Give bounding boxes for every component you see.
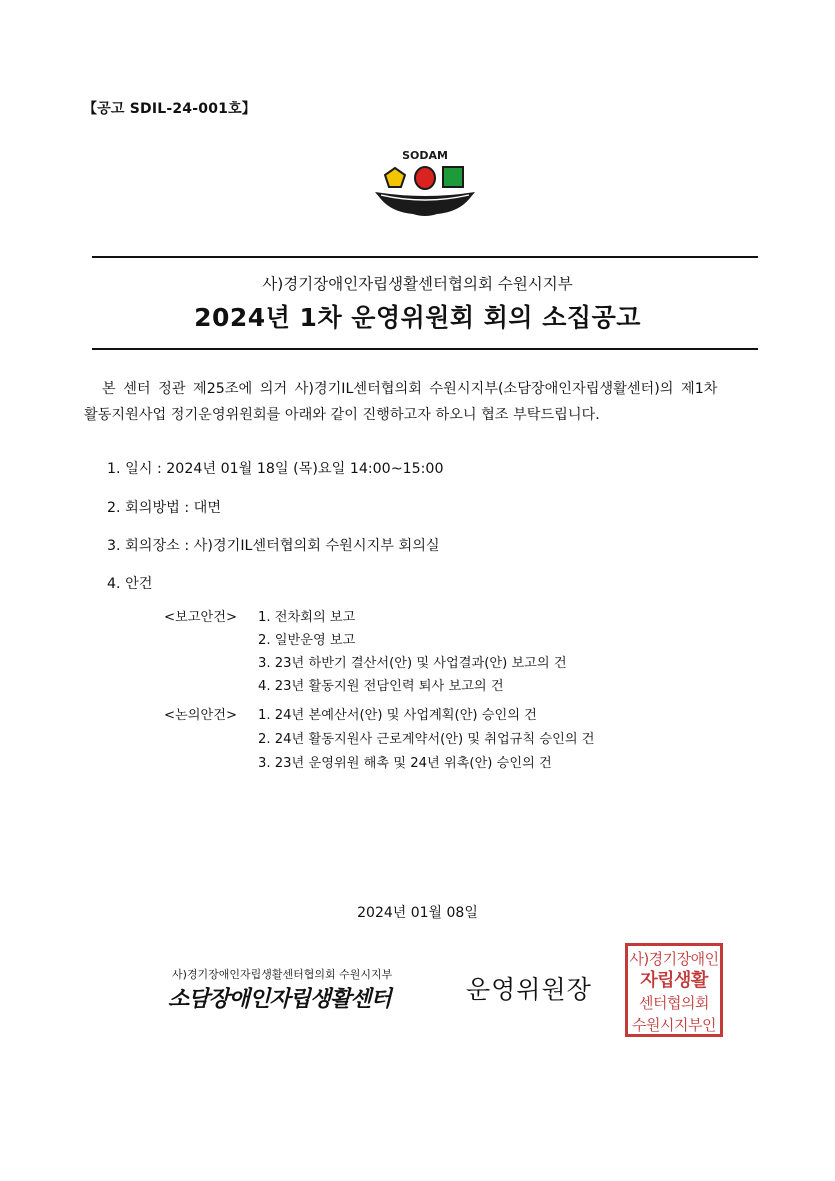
discussion-agenda-item: 3. 23년 운영위원 해촉 및 24년 위촉(안) 승인의 건 — [258, 756, 552, 771]
seal-line: 센터협의회 — [639, 994, 709, 1012]
discussion-agenda-label: <논의안건> — [164, 708, 238, 723]
item-number: 4. — [107, 576, 121, 592]
item-location — [107, 535, 440, 555]
svg-text:SODAM: SODAM — [402, 149, 448, 162]
item-text: 회의방법 : 대면 — [125, 500, 222, 516]
seal-line: 자립생활 — [640, 970, 708, 991]
item-number: 1. — [107, 461, 121, 477]
official-seal — [625, 943, 723, 1037]
top-rule — [92, 256, 758, 258]
organization-name: 사)경기장애인자립생활센터협의회 수원시지부 — [262, 275, 573, 293]
notice-number: 【공고 SDIL-24-001호】 — [83, 101, 257, 117]
bottom-rule — [92, 348, 758, 350]
sodam-logo — [373, 148, 477, 220]
item-date — [107, 458, 444, 478]
intro-line-1: 본 센터 정관 제25조에 의거 사)경기IL센터협의회 수원시지부(소담장애인자립생활센터)의 제1차 — [102, 381, 718, 397]
item-method — [107, 497, 221, 517]
report-agenda-item: 2. 일반운영 보고 — [258, 633, 356, 648]
report-agenda-label: <보고안건> — [164, 610, 238, 625]
item-agenda — [107, 573, 152, 593]
page-title: 2024년 1차 운영위원회 회의 소집공고 — [194, 303, 641, 332]
document-date: 2024년 01월 08일 — [357, 905, 478, 921]
report-agenda-item: 3. 23년 하반기 결산서(안) 및 사업결과(안) 보고의 건 — [258, 656, 567, 671]
intro-line-2: 활동지원사업 정기운영위원회를 아래와 같이 진행하고자 하오니 협조 부탁드립니다. — [84, 407, 600, 423]
signature-center-name: 소담장애인자립생활센터 — [168, 987, 391, 1012]
discussion-agenda-item: 1. 24년 본예산서(안) 및 사업계획(안) 승인의 건 — [258, 708, 537, 723]
signature-title: 운영위원장 — [466, 975, 592, 1004]
report-agenda-item: 1. 전차회의 보고 — [258, 610, 356, 625]
signature-organization: 사)경기장애인자립생활센터협의회 수원시지부 — [172, 968, 393, 981]
seal-line: 사)경기장애인 — [629, 950, 719, 968]
sodam-logo-graphic — [373, 148, 477, 220]
item-text: 안건 — [125, 576, 153, 592]
seal-line: 수원시지부인 — [632, 1016, 716, 1034]
report-agenda-item: 4. 23년 활동지원 전담인력 퇴사 보고의 건 — [258, 679, 504, 694]
item-number: 3. — [107, 538, 121, 554]
intro-paragraph — [84, 376, 764, 428]
item-text: 일시 : 2024년 01월 18일 (목)요일 14:00~15:00 — [125, 461, 444, 477]
item-text: 회의장소 : 사)경기IL센터협의회 수원시지부 회의실 — [125, 538, 440, 554]
item-number: 2. — [107, 500, 121, 516]
discussion-agenda-item: 2. 24년 활동지원사 근로계약서(안) 및 취업규칙 승인의 건 — [258, 732, 595, 747]
